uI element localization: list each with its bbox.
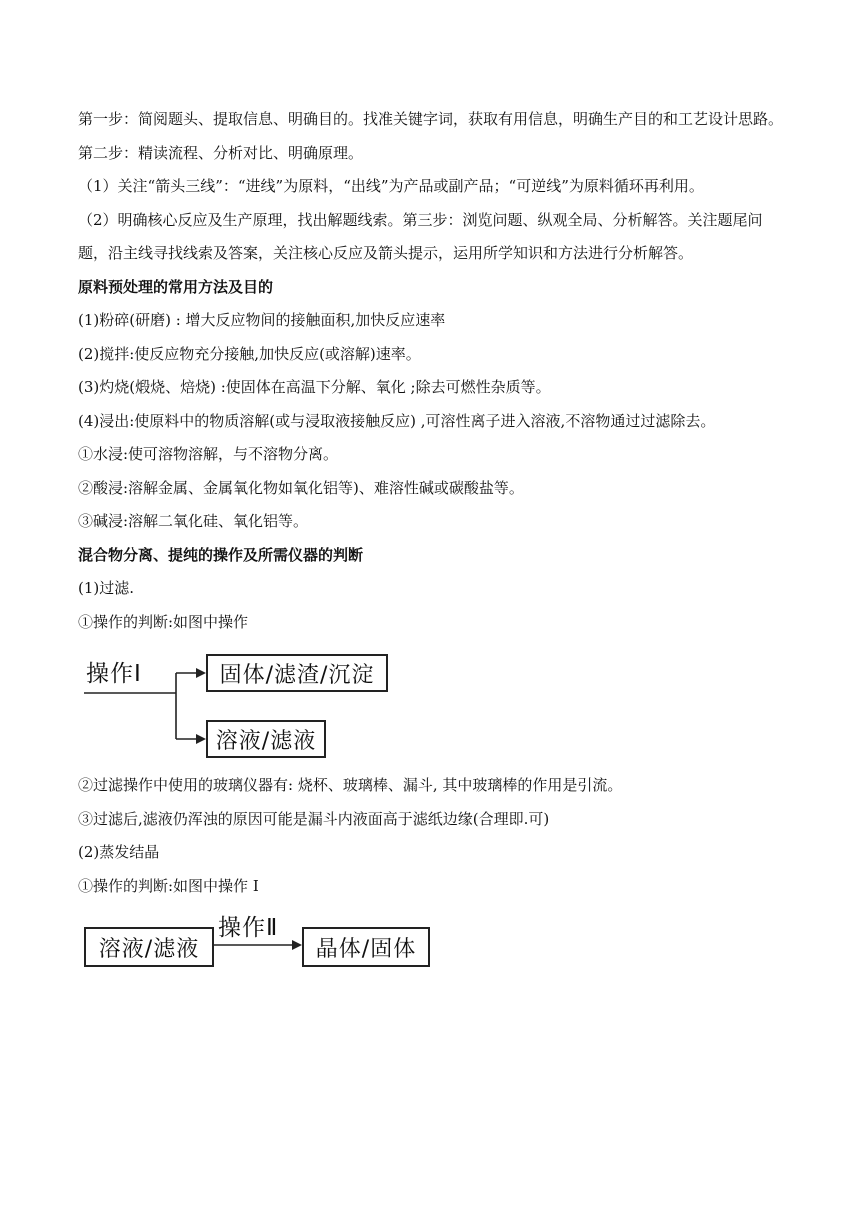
pretreatment-item: (3)灼烧(煅烧、焙烧) :使固体在高温下分解、氧化 ;除去可燃性杂质等。	[78, 378, 551, 396]
step-two-paragraph: 第二步：精读流程、分析对比、明确原理。	[78, 143, 364, 162]
pretreatment-item: ②酸浸:溶解金属、金属氧化物如氧化铝等)、难溶性碱或碳酸盐等。	[78, 478, 524, 497]
evaporation-title: (2)蒸发结晶	[78, 843, 160, 861]
filtration-diagram	[84, 651, 384, 763]
solution-filtrate-box: 溶液/滤液	[206, 720, 326, 758]
step-one-paragraph: 第一步：简阅题头、提取信息、明确目的。找准关键字词，获取有用信息，明确生产目的和工艺设计思路。	[78, 110, 784, 128]
filter-note: ③过滤后,滤液仍浑浊的原因可能是漏斗内液面高于滤纸边缘(合理即.可)	[78, 809, 550, 828]
pretreatment-item: ③碱浸:溶解二氧化硅、氧化铝等。	[78, 512, 309, 530]
pretreatment-item: (2)搅拌:使反应物充分接触,加快反应(或溶解)速率。	[78, 344, 421, 363]
filter-judge-text: ①操作的判断:如图中操作	[78, 612, 249, 631]
core-reaction-paragraph: （2）明确核心反应及生产原理，找出解题线索。第三步：浏览问题、纵观全局、分析解答。关注题尾问题，沿主线寻找线索及答案，关注核心反应及箭头提示，运用所学知识和方法进行分析解答。	[78, 210, 763, 262]
arrow-three-lines-paragraph: （1）关注“箭头三线”：“进线”为原料，“出线”为产品或副产品；“可逆线”为原料循环再利用。	[78, 177, 704, 195]
evaporation-diagram	[84, 911, 444, 973]
section-heading-separation: 混合物分离、提纯的操作及所需仪器的判断	[78, 545, 364, 564]
section-heading-pretreatment: 原料预处理的常用方法及目的	[78, 277, 274, 296]
pretreatment-item: (4)浸出:使原料中的物质溶解(或与浸取液接触反应) ,可溶性离子进入溶液,不溶物通过过滤除去。	[78, 411, 716, 430]
operation-one-label: 操作Ⅰ	[86, 661, 142, 687]
filter-note: ②过滤操作中使用的玻璃仪器有: 烧杯、玻璃棒、漏斗, 其中玻璃棒的作用是引流。	[78, 776, 623, 794]
filter-title: (1)过滤.	[78, 579, 135, 597]
solution-filtrate-box: 溶液/滤液	[84, 927, 214, 967]
pretreatment-item: (1)粉碎(研磨) : 增大反应物间的接触面积,加快反应速率	[78, 311, 446, 329]
crystal-solid-box: 晶体/固体	[302, 927, 430, 967]
document-page	[78, 103, 786, 973]
operation-two-label: 操作Ⅱ	[218, 915, 279, 941]
evaporation-judge-text: ①操作的判断:如图中操作 I	[78, 876, 259, 895]
pretreatment-item: ①水浸:使可溶物溶解，与不溶物分离。	[78, 445, 339, 463]
solid-residue-box: 固体/滤渣/沉淀	[206, 654, 388, 692]
